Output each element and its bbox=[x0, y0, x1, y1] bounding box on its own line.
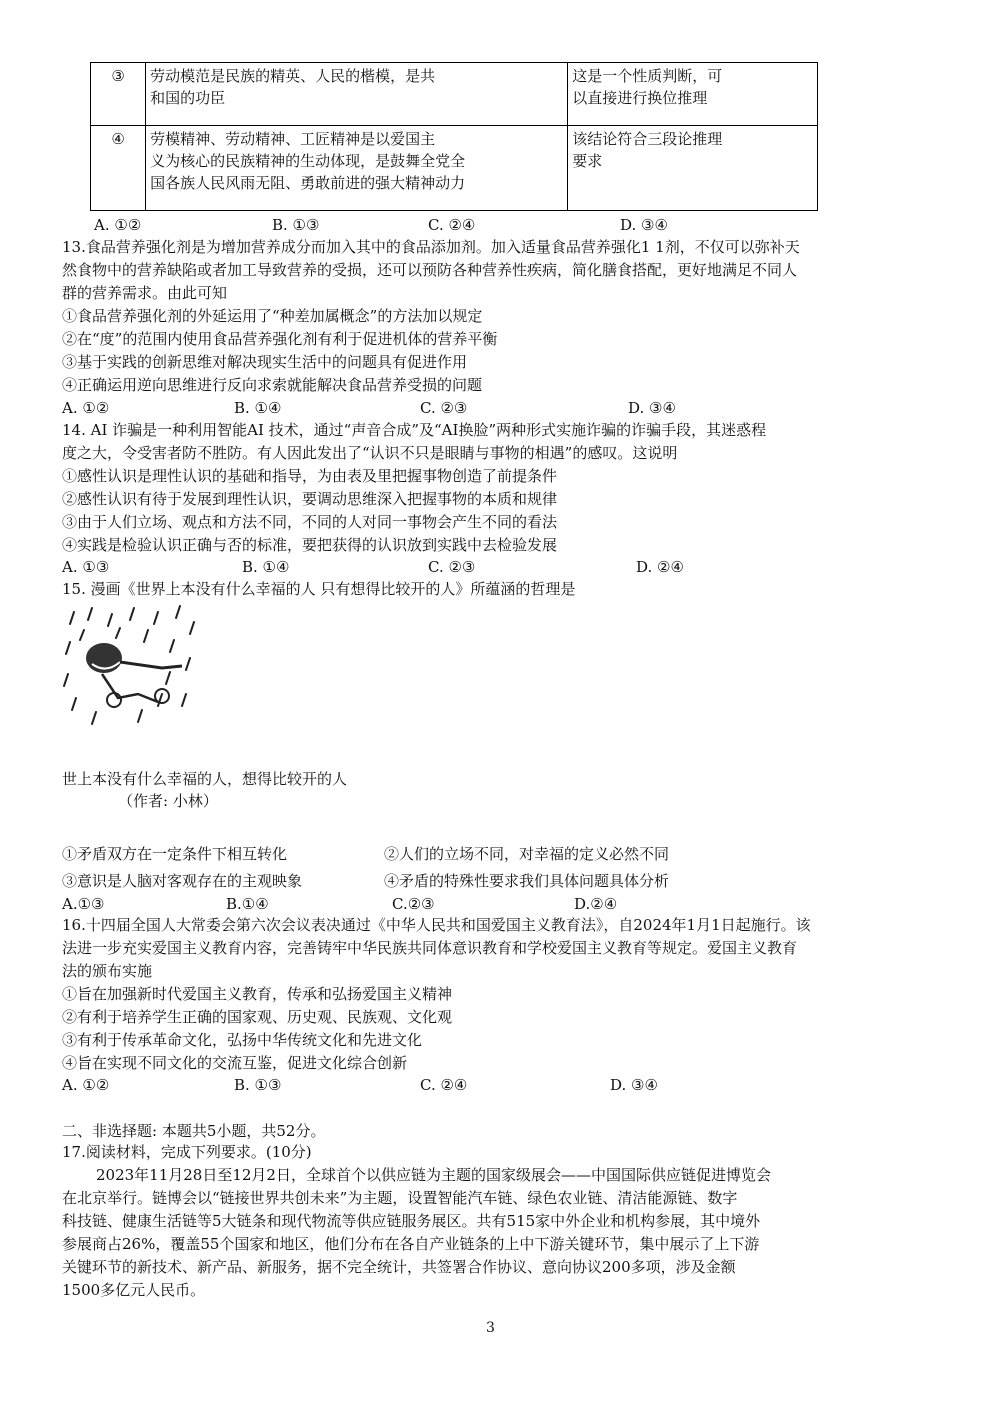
q14-item: ①感性认识是理性认识的基础和指导，为由表及里把握事物创造了前提条件 bbox=[62, 467, 558, 485]
q13-option-a: A. ①② bbox=[62, 399, 110, 417]
row-content-line: 国各族人民风雨无阻、勇敢前进的强大精神动力 bbox=[150, 174, 466, 192]
q15-option-a: A.①③ bbox=[62, 895, 105, 913]
row-judgment-line: 要求 bbox=[572, 152, 603, 170]
q12-option-c: C. ②④ bbox=[428, 216, 476, 234]
q15-item: ③意识是人脑对客观存在的主观映象 bbox=[62, 872, 303, 890]
q14-option-b: B. ①④ bbox=[242, 558, 290, 576]
q15-option-d: D.②④ bbox=[574, 895, 618, 913]
q16-stem-line: 16.十四届全国人大常委会第六次会议表决通过《中华人民共和国爱国主义教育法》，自2024年1月1日起施行。该 bbox=[62, 916, 811, 934]
cartoon-caption: 世上本没有什么幸福的人，想得比较开的人 bbox=[62, 770, 348, 788]
q15-item: ④矛盾的特殊性要求我们具体问题具体分析 bbox=[384, 872, 670, 890]
q13-option-c: C. ②③ bbox=[420, 399, 468, 417]
q16-item: ③有利于传承革命文化，弘扬中华传统文化和先进文化 bbox=[62, 1031, 423, 1049]
q12-option-a: A. ①② bbox=[94, 216, 142, 234]
q15-stem: 15. 漫画《世界上本没有什么幸福的人 只有想得比较开的人》所蕴涵的哲理是 bbox=[62, 580, 576, 598]
q14-item: ②感性认识有待于发展到理性认识，要调动思维深入把握事物的本质和规律 bbox=[62, 490, 558, 508]
q13-stem-line: 群的营养需求。由此可知 bbox=[62, 284, 228, 302]
row-judgment bbox=[568, 126, 818, 211]
row-content bbox=[146, 63, 568, 126]
q15-option-b: B.①④ bbox=[226, 895, 269, 913]
row-content-line: 义为核心的民族精神的生动体现，是鼓舞全党全 bbox=[150, 152, 466, 170]
q13-stem-line: 然食物中的营养缺陷或者加工导致营养的受损，还可以预防各种营养性疾病，简化膳食搭配，更好地满足不同人 bbox=[62, 261, 798, 279]
row-number: ④ bbox=[91, 126, 146, 211]
q13-item: ②在“度”的范围内使用食品营养强化剂有利于促进机体的营养平衡 bbox=[62, 330, 498, 348]
q17-paragraph-line: 关键环节的新技术、新产品、新服务，据不完全统计，共签署合作协议、意向协议200多项，涉及金额 bbox=[62, 1258, 736, 1276]
q13-option-b: B. ①④ bbox=[234, 399, 282, 417]
q16-stem-line: 法的颁布实施 bbox=[62, 962, 153, 980]
row-content-line: 劳模精神、劳动精神、工匠精神是以爱国主 bbox=[150, 130, 436, 148]
q13-option-d: D. ③④ bbox=[628, 399, 676, 417]
q15-item: ②人们的立场不同，对幸福的定义必然不同 bbox=[384, 845, 670, 863]
q17-paragraph-line: 科技链、健康生活链等5大链条和现代物流等供应链服务展区。共有515家中外企业和机构参展，其中境外 bbox=[62, 1212, 761, 1230]
page-number: 3 bbox=[486, 1320, 495, 1336]
q15-item: ①矛盾双方在一定条件下相互转化 bbox=[62, 845, 288, 863]
row-number: ③ bbox=[91, 63, 146, 126]
q13-stem-line: 13.食品营养强化剂是为增加营养成分而加入其中的食品添加剂。加入适量食品营养强化1 1剂，不仅可以弥补天 bbox=[62, 238, 800, 256]
q17-paragraph-line: 参展商占26%，覆盖55个国家和地区，他们分布在各自产业链条的上中下游关键环节，集中展示了上下游 bbox=[62, 1235, 760, 1253]
q17-paragraph-line: 1500多亿元人民币。 bbox=[62, 1281, 206, 1299]
q16-option-d: D. ③④ bbox=[610, 1076, 658, 1094]
row-judgment-line: 以直接进行换位推理 bbox=[572, 89, 708, 107]
q14-item: ③由于人们立场、观点和方法不同，不同的人对同一事物会产生不同的看法 bbox=[62, 513, 558, 531]
row-content bbox=[146, 126, 568, 211]
cartoon-author: （作者: 小林） bbox=[118, 792, 218, 810]
q17-stem: 17.阅读材料，完成下列要求。(10分) bbox=[62, 1143, 312, 1161]
row-judgment-line: 该结论符合三段论推理 bbox=[572, 130, 723, 148]
row-judgment bbox=[568, 63, 818, 126]
row-judgment-line: 这是一个性质判断，可 bbox=[572, 67, 723, 85]
table-row bbox=[91, 63, 818, 126]
q13-item: ③基于实践的创新思维对解决现实生活中的问题具有促进作用 bbox=[62, 353, 468, 371]
q16-item: ①旨在加强新时代爱国主义教育，传承和弘扬爱国主义精神 bbox=[62, 985, 453, 1003]
q17-paragraph-line: 在北京举行。链博会以“链接世界共创未来”为主题，设置智能汽车链、绿色农业链、清洁能源链、数字 bbox=[62, 1189, 738, 1207]
section-heading: 二、非选择题: 本题共5小题，共52分。 bbox=[62, 1122, 326, 1140]
q16-item: ②有利于培养学生正确的国家观、历史观、民族观、文化观 bbox=[62, 1008, 453, 1026]
q12-option-d: D. ③④ bbox=[620, 216, 668, 234]
q14-option-c: C. ②③ bbox=[428, 558, 476, 576]
q16-option-a: A. ①② bbox=[62, 1076, 110, 1094]
row-content-line: 劳动模范是民族的精英、人民的楷模，是共 bbox=[150, 67, 436, 85]
row-content-line: 和国的功臣 bbox=[150, 89, 226, 107]
q13-item: ④正确运用逆向思维进行反向求索就能解决食品营养受损的问题 bbox=[62, 376, 483, 394]
table-row bbox=[91, 126, 818, 211]
q17-paragraph-line: 2023年11月28日至12月2日，全球首个以供应链为主题的国家级展会——中国国际供应链促进博览会 bbox=[96, 1166, 771, 1184]
q14-option-d: D. ②④ bbox=[636, 558, 684, 576]
q12-option-b: B. ①③ bbox=[272, 216, 320, 234]
q16-option-b: B. ①③ bbox=[234, 1076, 282, 1094]
q14-option-a: A. ①③ bbox=[62, 558, 110, 576]
answer-table bbox=[90, 62, 818, 211]
q16-item: ④旨在实现不同文化的交流互鉴，促进文化综合创新 bbox=[62, 1054, 408, 1072]
q14-stem-line: 度之大，令受害者防不胜防。有人因此发出了“认识不只是眼睛与事物的相遇”的感叹。这说明 bbox=[62, 444, 678, 462]
q13-item: ①食品营养强化剂的外延运用了“种差加属概念”的方法加以规定 bbox=[62, 307, 483, 325]
cartoon-image bbox=[62, 602, 202, 728]
q15-option-c: C.②③ bbox=[392, 895, 435, 913]
q14-item: ④实践是检验认识正确与否的标准，要把获得的认识放到实践中去检验发展 bbox=[62, 536, 558, 554]
q16-option-c: C. ②④ bbox=[420, 1076, 468, 1094]
q14-stem-line: 14. AI 诈骗是一种利用智能AI 技术，通过“声音合成”及“AI换脸”两种形式实施诈骗的诈骗手段，其迷惑程 bbox=[62, 421, 767, 439]
q16-stem-line: 法进一步充实爱国主义教育内容，完善铸牢中华民族共同体意识教育和学校爱国主义教育等规定。爱国主义教育 bbox=[62, 939, 798, 957]
